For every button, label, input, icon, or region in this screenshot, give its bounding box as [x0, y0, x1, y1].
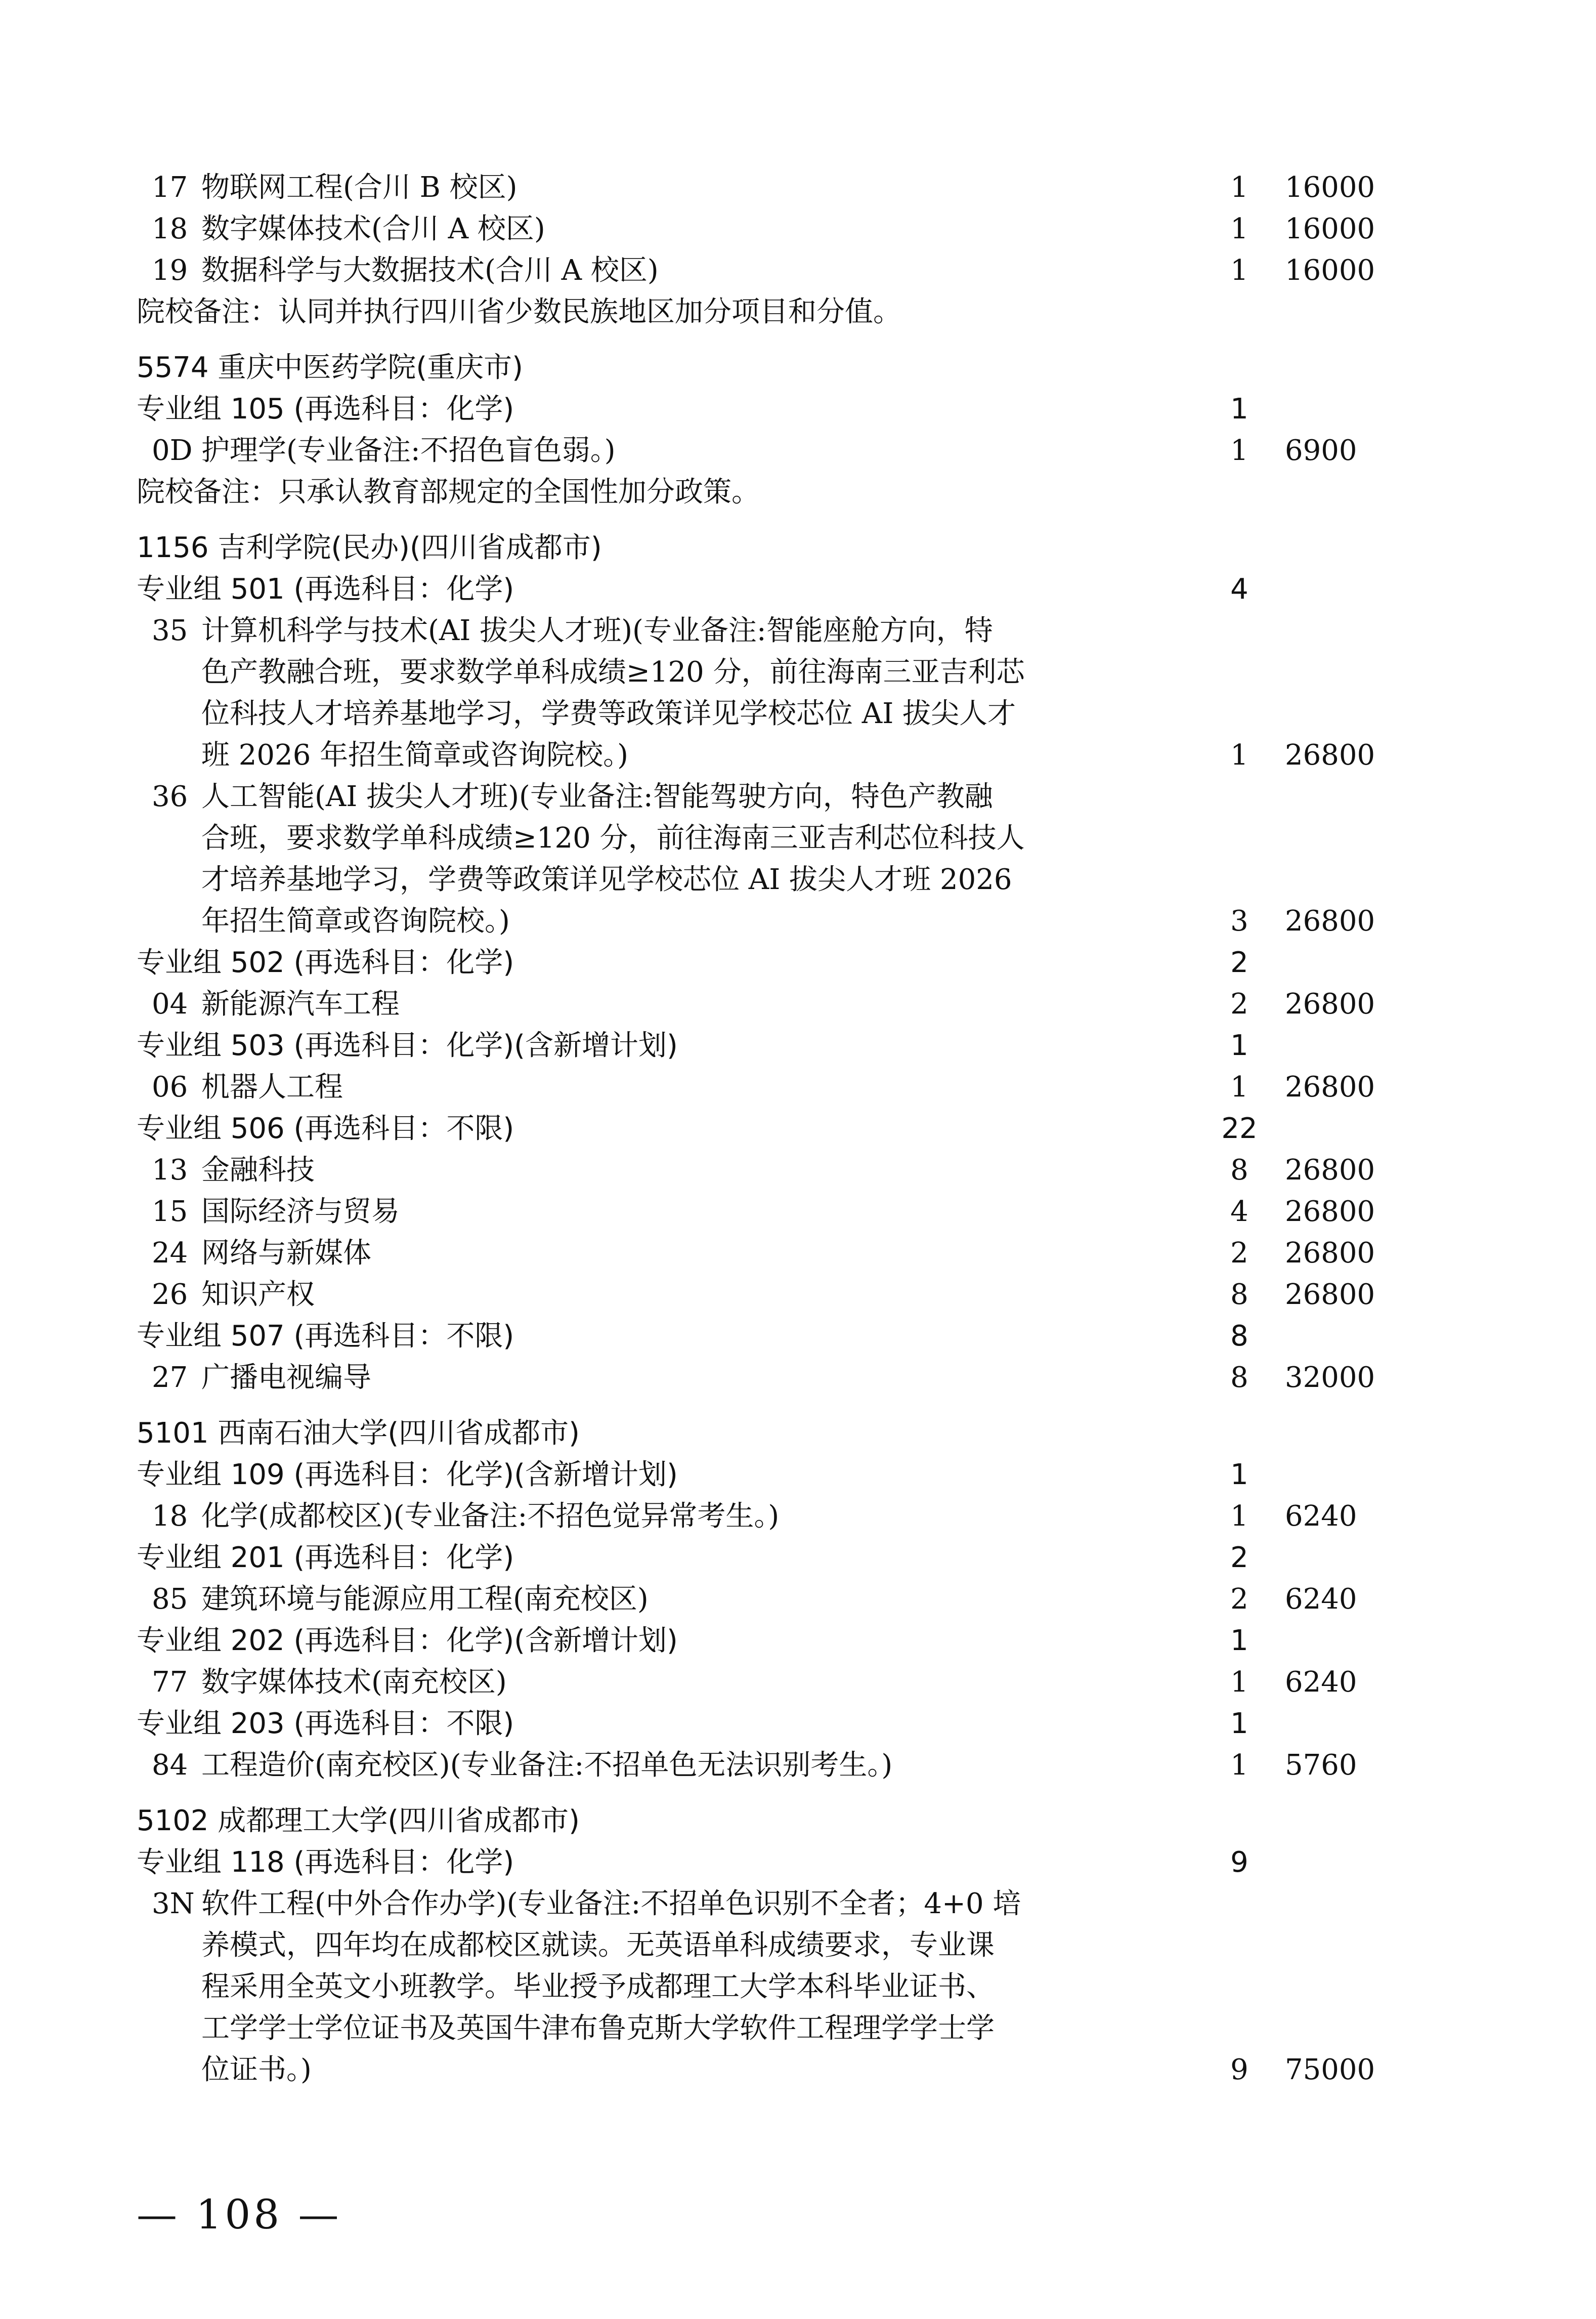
group-label: 专业组 202 (再选科目：化学)(含新增计划) — [137, 1624, 678, 1657]
plan-count: 1 — [1230, 1666, 1248, 1699]
major-name-continued: 才培养基地学习，学费等政策详见学校芯位 AI 拔尖人才班 2026 — [201, 863, 1012, 896]
group-label: 专业组 503 (再选科目：化学)(含新增计划) — [137, 1029, 678, 1062]
school-remark — [0, 472, 1596, 513]
plan-count: 1 — [1230, 1624, 1248, 1657]
plan-count: 8 — [1230, 1361, 1248, 1394]
plan-count: 2 — [1230, 1237, 1248, 1270]
plan-count: 9 — [1230, 1846, 1248, 1879]
plan-count: 4 — [1230, 1195, 1248, 1228]
major-code: 13 — [152, 1154, 188, 1187]
plan-count: 1 — [1230, 1029, 1248, 1062]
major-group-header — [0, 1703, 1596, 1745]
major-group-header — [0, 1842, 1596, 1883]
plan-count: 2 — [1230, 946, 1248, 979]
school-header — [0, 1800, 1596, 1842]
major-name: 网络与新媒体 — [201, 1237, 371, 1270]
major-group-header — [0, 389, 1596, 430]
school-header — [0, 1413, 1596, 1454]
major-row-continuation — [0, 859, 1596, 901]
plan-count: 1 — [1230, 171, 1248, 204]
major-row — [0, 1150, 1596, 1191]
major-group-header — [0, 1537, 1596, 1579]
major-name: 机器人工程 — [201, 1071, 343, 1104]
tuition-fee: 6240 — [1285, 1583, 1357, 1616]
major-code: 17 — [152, 171, 188, 204]
major-name: 化学(成都校区)(专业备注:不招色觉异常考生。) — [201, 1500, 780, 1533]
major-row — [0, 1191, 1596, 1233]
major-name-continued: 工学学士学位证书及英国牛津布鲁克斯大学软件工程理学学士学 — [201, 2012, 995, 2045]
remark-text: 院校备注：认同并执行四川省少数民族地区加分项目和分值。 — [137, 296, 901, 328]
plan-count: 8 — [1230, 1154, 1248, 1187]
major-code: 35 — [152, 614, 188, 647]
plan-count: 1 — [1230, 1458, 1248, 1491]
tuition-fee: 16000 — [1285, 213, 1375, 245]
major-name: 物联网工程(合川 B 校区) — [201, 171, 517, 204]
plan-count: 2 — [1230, 1583, 1248, 1616]
major-name-continued: 年招生简章或咨询院校。) — [201, 905, 510, 938]
major-row — [0, 1662, 1596, 1703]
major-code: 18 — [152, 1500, 188, 1533]
remark-text: 院校备注：只承认教育部规定的全国性加分政策。 — [137, 476, 760, 509]
plan-count: 1 — [1230, 213, 1248, 245]
plan-count: 1 — [1230, 393, 1248, 426]
plan-count: 4 — [1230, 573, 1248, 606]
major-name: 新能源汽车工程 — [201, 988, 400, 1021]
plan-count: 3 — [1230, 905, 1248, 938]
major-name: 建筑环境与能源应用工程(南充校区) — [201, 1583, 649, 1616]
major-row — [0, 1883, 1596, 1925]
major-code: 26 — [152, 1278, 188, 1311]
major-name-continued: 位证书。) — [201, 2053, 312, 2086]
school-name: 5102 成都理工大学(四川省成都市) — [137, 1804, 580, 1837]
major-name: 护理学(专业备注:不招色盲色弱。) — [201, 434, 616, 467]
tuition-fee: 32000 — [1285, 1361, 1375, 1394]
major-row — [0, 1579, 1596, 1620]
major-name: 国际经济与贸易 — [201, 1195, 400, 1228]
major-group-header — [0, 569, 1596, 610]
major-name-continued: 程采用全英文小班教学。毕业授予成都理工大学本科毕业证书、 — [201, 1970, 995, 2003]
major-row — [0, 1233, 1596, 1274]
group-label: 专业组 105 (再选科目：化学) — [137, 393, 514, 426]
major-row — [0, 1496, 1596, 1537]
school-header — [0, 347, 1596, 389]
major-code: 77 — [152, 1666, 188, 1699]
school-name: 5101 西南石油大学(四川省成都市) — [137, 1417, 580, 1450]
major-row-continuation — [0, 652, 1596, 693]
school-remark — [0, 291, 1596, 333]
major-group-header — [0, 1025, 1596, 1067]
group-label: 专业组 203 (再选科目：不限) — [137, 1707, 514, 1740]
tuition-fee: 6900 — [1285, 434, 1357, 467]
major-row — [0, 167, 1596, 208]
major-row-continuation — [0, 2008, 1596, 2049]
tuition-fee: 26800 — [1285, 1237, 1375, 1270]
plan-count: 1 — [1230, 1749, 1248, 1782]
major-row-continuation — [0, 735, 1596, 776]
plan-count: 22 — [1221, 1112, 1258, 1145]
plan-count: 9 — [1230, 2053, 1248, 2086]
major-code: 18 — [152, 213, 188, 245]
group-label: 专业组 501 (再选科目：化学) — [137, 573, 514, 606]
tuition-fee: 26800 — [1285, 1195, 1375, 1228]
major-name-continued: 养模式，四年均在成都校区就读。无英语单科成绩要求，专业课 — [201, 1929, 995, 1962]
major-code: 85 — [152, 1583, 188, 1616]
group-label: 专业组 118 (再选科目：化学) — [137, 1846, 514, 1879]
major-row-continuation — [0, 1966, 1596, 2008]
major-code: 36 — [152, 780, 188, 813]
plan-count: 1 — [1230, 254, 1248, 287]
major-name: 知识产权 — [201, 1278, 315, 1311]
group-label: 专业组 502 (再选科目：化学) — [137, 946, 514, 979]
plan-count: 1 — [1230, 739, 1248, 772]
major-row — [0, 1745, 1596, 1786]
major-row — [0, 1357, 1596, 1399]
major-row-continuation — [0, 818, 1596, 859]
major-row — [0, 610, 1596, 652]
tuition-fee: 26800 — [1285, 988, 1375, 1021]
major-name: 金融科技 — [201, 1154, 315, 1187]
plan-count: 8 — [1230, 1320, 1248, 1353]
major-name-continued: 班 2026 年招生简章或咨询院校。) — [201, 739, 628, 772]
major-name: 数字媒体技术(南充校区) — [201, 1666, 507, 1699]
tuition-fee: 6240 — [1285, 1500, 1357, 1533]
tuition-fee: 26800 — [1285, 1154, 1375, 1187]
school-name: 5574 重庆中医药学院(重庆市) — [137, 351, 524, 384]
major-code: 19 — [152, 254, 188, 287]
major-row — [0, 208, 1596, 250]
major-group-header — [0, 1454, 1596, 1496]
major-row-continuation — [0, 901, 1596, 942]
group-label: 专业组 507 (再选科目：不限) — [137, 1320, 514, 1353]
major-group-header — [0, 1316, 1596, 1357]
plan-count: 2 — [1230, 988, 1248, 1021]
tuition-fee: 26800 — [1285, 739, 1375, 772]
document-body — [0, 167, 1596, 2091]
major-row — [0, 984, 1596, 1025]
major-group-header — [0, 1620, 1596, 1662]
major-name: 广播电视编导 — [201, 1361, 371, 1394]
major-group-header — [0, 1108, 1596, 1150]
tuition-fee: 16000 — [1285, 254, 1375, 287]
school-name: 1156 吉利学院(民办)(四川省成都市) — [137, 531, 602, 564]
major-row-continuation — [0, 693, 1596, 735]
major-row — [0, 250, 1596, 291]
major-name: 数据科学与大数据技术(合川 A 校区) — [201, 254, 659, 287]
plan-count: 1 — [1230, 1071, 1248, 1104]
major-code: 06 — [152, 1071, 188, 1104]
group-label: 专业组 201 (再选科目：化学) — [137, 1541, 514, 1574]
tuition-fee: 26800 — [1285, 1278, 1375, 1311]
plan-count: 8 — [1230, 1278, 1248, 1311]
major-name: 数字媒体技术(合川 A 校区) — [201, 213, 545, 245]
major-row — [0, 1274, 1596, 1316]
group-label: 专业组 506 (再选科目：不限) — [137, 1112, 514, 1145]
major-code: 3N — [152, 1887, 195, 1920]
plan-count: 1 — [1230, 434, 1248, 467]
major-name: 软件工程(中外合作办学)(专业备注:不招单色识别不全者；4+0 培 — [201, 1887, 1021, 1920]
major-name: 人工智能(AI 拔尖人才班)(专业备注:智能驾驶方向，特色产教融 — [201, 780, 993, 813]
tuition-fee: 6240 — [1285, 1666, 1357, 1699]
tuition-fee: 26800 — [1285, 1071, 1375, 1104]
tuition-fee: 26800 — [1285, 905, 1375, 938]
group-label: 专业组 109 (再选科目：化学)(含新增计划) — [137, 1458, 678, 1491]
major-name: 计算机科学与技术(AI 拔尖人才班)(专业备注:智能座舱方向，特 — [201, 614, 993, 647]
major-code: 84 — [152, 1749, 188, 1782]
tuition-fee: 16000 — [1285, 171, 1375, 204]
plan-count: 2 — [1230, 1541, 1248, 1574]
tuition-fee: 5760 — [1285, 1749, 1357, 1782]
major-code: 0D — [152, 434, 193, 467]
plan-count: 1 — [1230, 1500, 1248, 1533]
major-name: 工程造价(南充校区)(专业备注:不招单色无法识别考生。) — [201, 1749, 893, 1782]
page-number: — 108 — — [137, 2191, 342, 2238]
major-row-continuation — [0, 2049, 1596, 2091]
major-row — [0, 1067, 1596, 1108]
major-code: 15 — [152, 1195, 188, 1228]
major-row — [0, 776, 1596, 818]
major-name-continued: 合班，要求数学单科成绩≥120 分，前往海南三亚吉利芯位科技人 — [201, 822, 1025, 855]
major-row — [0, 430, 1596, 472]
major-row-continuation — [0, 1925, 1596, 1966]
plan-count: 1 — [1230, 1707, 1248, 1740]
major-group-header — [0, 942, 1596, 984]
major-code: 27 — [152, 1361, 188, 1394]
major-code: 04 — [152, 988, 188, 1021]
major-name-continued: 位科技人才培养基地学习，学费等政策详见学校芯位 AI 拔尖人才 — [201, 697, 1016, 730]
school-header — [0, 527, 1596, 569]
major-code: 24 — [152, 1237, 188, 1270]
major-name-continued: 色产教融合班，要求数学单科成绩≥120 分，前往海南三亚吉利芯 — [201, 656, 1025, 689]
tuition-fee: 75000 — [1285, 2053, 1375, 2086]
